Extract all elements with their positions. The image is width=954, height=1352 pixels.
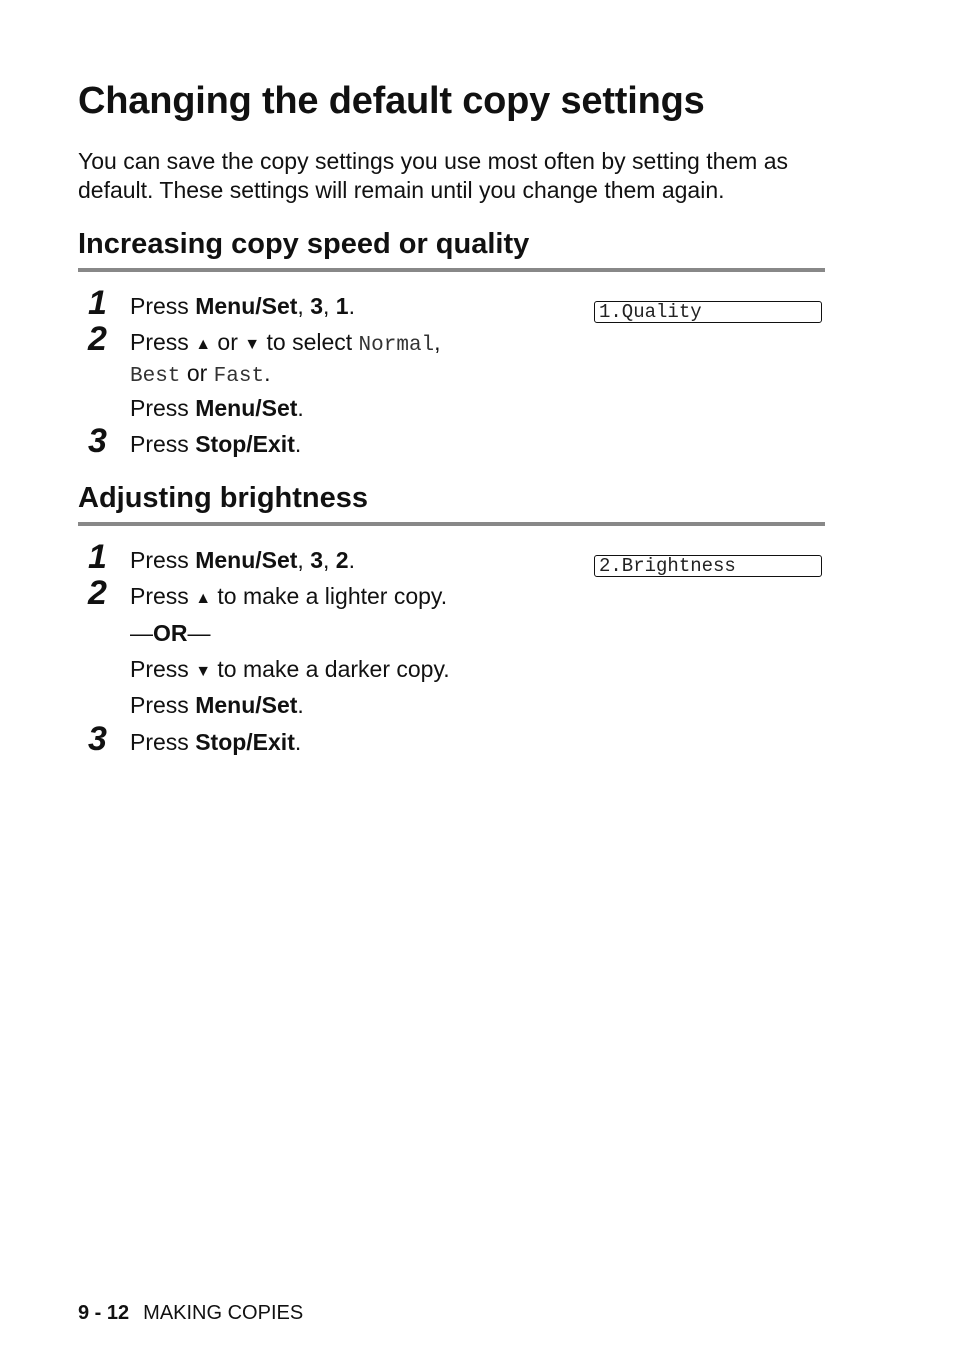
step-number: 2 — [88, 574, 107, 612]
key-stop-exit: Stop/Exit — [195, 431, 295, 457]
step-number: 2 — [88, 320, 107, 358]
key-menu-set: Menu/Set — [195, 547, 298, 573]
down-arrow-icon: ▼ — [195, 663, 212, 680]
section-title-speed-quality: Increasing copy speed or quality — [78, 228, 530, 260]
step-instruction-cont: Press Menu/Set. — [130, 395, 304, 421]
section-title-brightness: Adjusting brightness — [78, 482, 368, 514]
step-instruction: Press Menu/Set, 3, 2. — [130, 547, 355, 573]
step-instruction-cont: Press ▼ to make a darker copy. — [130, 656, 450, 682]
step-instruction: Press Stop/Exit. — [130, 729, 302, 755]
chapter-name: MAKING COPIES — [143, 1302, 304, 1324]
lcd-display-brightness: 2.Brightness — [594, 555, 822, 577]
page-title: Changing the default copy settings — [78, 80, 705, 122]
lcd-display-quality: 1.Quality — [594, 301, 822, 323]
key-menu-set: Menu/Set — [195, 395, 298, 421]
key-menu-set: Menu/Set — [195, 293, 298, 319]
step-number: 1 — [88, 284, 107, 322]
step-instruction: Press Stop/Exit. — [130, 431, 302, 457]
or-separator: —OR— — [130, 620, 211, 646]
key-stop-exit: Stop/Exit — [195, 729, 295, 755]
lcd-option: Fast — [213, 365, 265, 388]
step-instruction: Press Menu/Set, 3, 1. — [130, 293, 355, 319]
page-number: 9 - 12 — [78, 1302, 130, 1324]
intro-paragraph: You can save the copy settings you use most often by setting them as default. These settings will remain until you change them again. — [78, 148, 789, 203]
step-instruction: Press ▲ to make a lighter copy. — [130, 583, 448, 609]
lcd-option: Best — [130, 365, 181, 388]
step-instruction-cont: Press Menu/Set. — [130, 692, 304, 718]
step-instruction-cont: Best or Fast. — [130, 360, 271, 388]
section-divider — [78, 268, 825, 272]
step-number: 3 — [88, 422, 107, 460]
step-number: 1 — [88, 538, 107, 576]
down-arrow-icon: ▼ — [244, 336, 261, 353]
step-number: 3 — [88, 720, 107, 758]
page-footer — [78, 1302, 303, 1325]
lcd-option: Normal — [358, 334, 435, 357]
section-divider — [78, 522, 825, 526]
step-instruction: Press ▲ or ▼ to select Normal, — [130, 329, 441, 357]
up-arrow-icon: ▲ — [195, 336, 212, 353]
up-arrow-icon: ▲ — [195, 590, 212, 607]
key-menu-set: Menu/Set — [195, 692, 298, 718]
